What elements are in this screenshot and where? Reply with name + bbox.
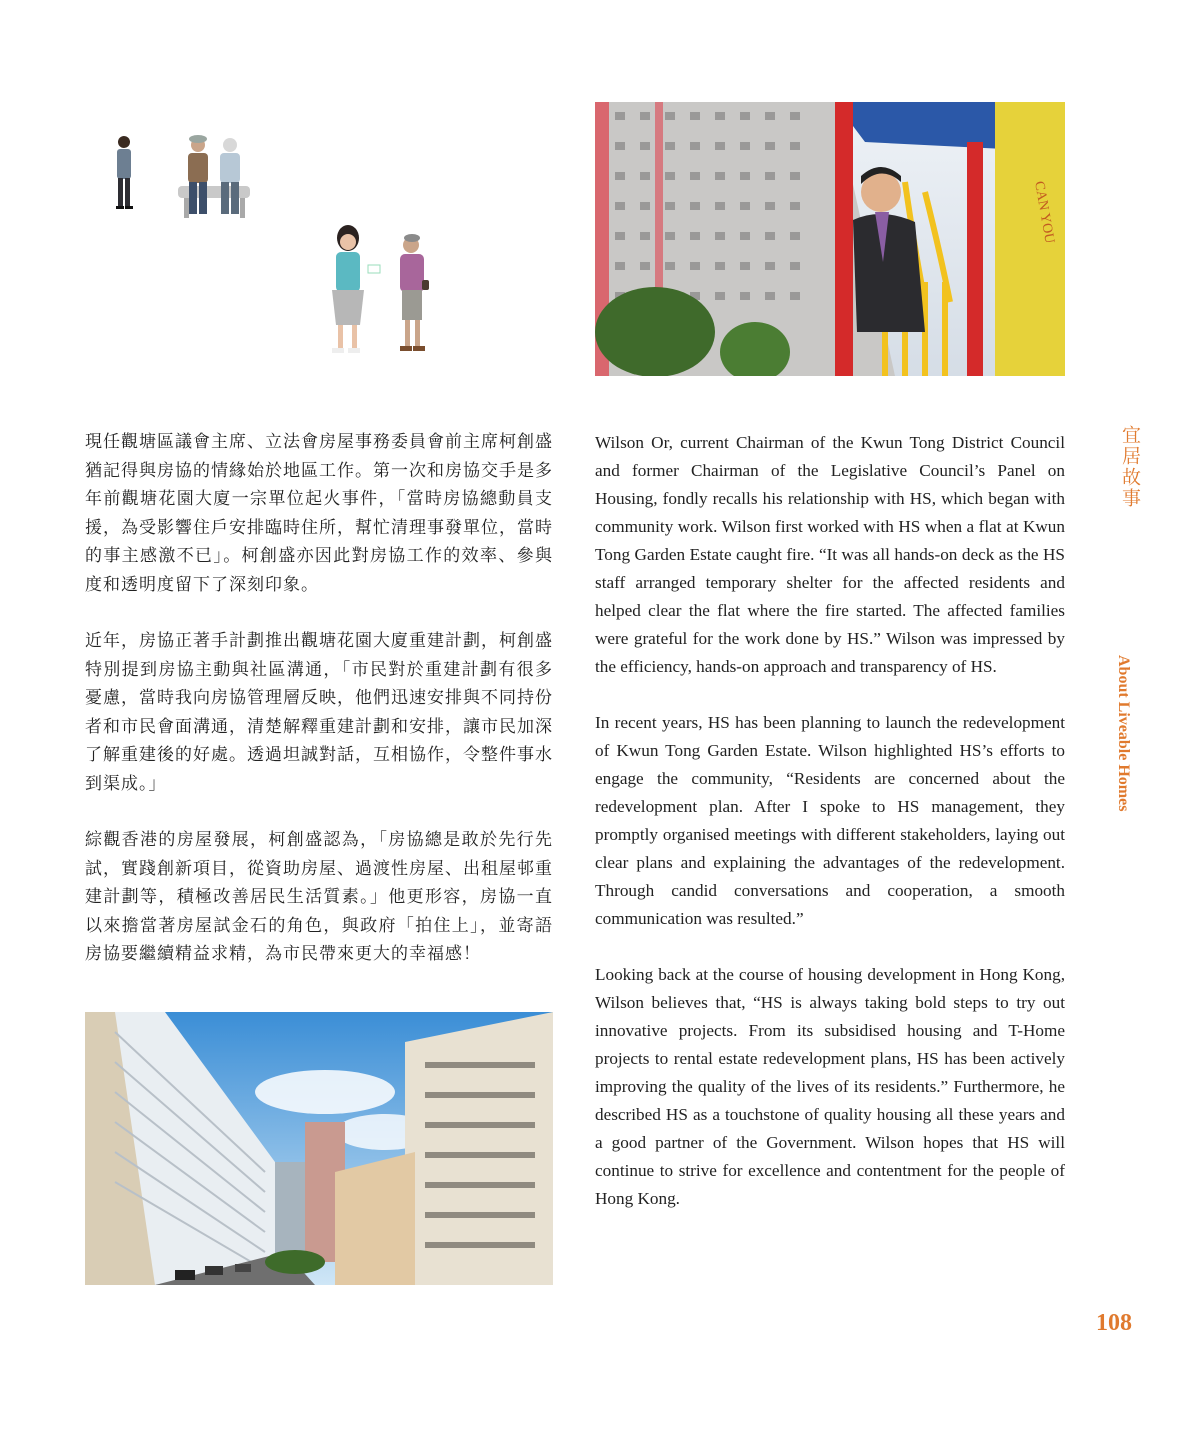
svg-text:CAN YOU: CAN YOU: [1031, 180, 1057, 245]
section-label-english: About Liveable Homes: [1115, 655, 1132, 812]
chinese-article-text: [85, 428, 553, 997]
en-paragraph-3: Looking back at the course of housing development in Hong Kong, Wilson believes that, “HS is always taking bold steps to try out innovative projects. From its subsidised housing and T-Home projects to rental estate redevelopment plans, HS has been actively improving the quality of the lives of its residents.” Furthermore, he described HS as a touchstone of quality housing all these years and a good partner of the Government. Wilson hopes that HS will continue to strive for excellence and contentment for the people of Hong Kong.: [595, 965, 1065, 1208]
page-number: 108: [1096, 1310, 1132, 1336]
section-label-chinese: 宜居故事: [1119, 425, 1141, 509]
bench-elderly-figures: [178, 135, 250, 218]
zh-paragraph-1: 現任觀塘區議會主席、立法會房屋事務委員會前主席柯創盛猶記得與房協的情緣始於地區工作。第一次和房協交手是多年前觀塘花園大廈一宗單位起火事件，「當時房協總動員支援，為受影響住戶安排臨時住所，幫忙清理事發單位，當時的事主感激不已」。柯創盛亦因此對房協工作的效率、參與度和透明度留下了深刻印象。: [85, 432, 553, 595]
en-paragraph-2: In recent years, HS has been planning to launch the redevelopment of Kwun Tong Garden Estate. Wilson highlighted HS’s efforts to engage the community, “Residents are concerned about the redevelopment plan. After I spoke to HS management, they promptly organised meetings with different stakeholders, laying out clear plans and explaining the advantages of the redevelopment. Through candid conversations and cooperation, a smooth communication was resulted.”: [595, 713, 1065, 928]
residents-exchange-figures: [332, 225, 429, 353]
people-illustration-icon: [100, 120, 460, 370]
chairman-playground-photo: [595, 102, 1065, 376]
zh-paragraph-3: 綜觀香港的房屋發展，柯創盛認為，「房協總是敢於先行先試，實踐創新項目，從資助房屋、過渡性房屋、出租屋邨重建計劃等，積極改善居民生活質素。」他更形容，房協一直以來擔當著房屋試金石的角色，與政府「拍住上」，並寄語房協要繼續精益求精，為市民帶來更大的幸福感！: [85, 830, 553, 964]
photo-estate-buildings-icon: [85, 1012, 553, 1285]
estate-buildings-photo: [85, 1012, 553, 1285]
zh-paragraph-2: 近年，房協正著手計劃推出觀塘花園大廈重建計劃，柯創盛特別提到房協主動與社區溝通，「市民對於重建計劃有很多憂慮，當時我向房協管理層反映，他們迅速安排與不同持份者和市民會面溝通，清楚解釋重建計劃和安排，讓市民加深了解重建後的好處。透過坦誠對話，互相協作，令整件事水到渠成。」: [85, 631, 553, 794]
photo-playground-chairman-icon: [595, 102, 1065, 376]
en-paragraph-1: Wilson Or, current Chairman of the Kwun Tong District Council and former Chairman of the Legislative Council’s Panel on Housing, fondly recalls his relationship with HS, which began with community work. Wilson first worked with HS when a flat at Kwun Tong Garden Estate caught fire. “It was all hands-on deck as the HS staff arranged temporary shelter for the affected residents and helped clear the flat where the fire started. The affected families were grateful for the work done by HS.” Wilson was impressed by the efficiency, hands-on approach and transparency of HS.: [595, 433, 1065, 676]
people-illustration: [100, 120, 460, 370]
english-article-text: [595, 429, 1065, 1241]
standing-man-figure: [116, 136, 133, 209]
